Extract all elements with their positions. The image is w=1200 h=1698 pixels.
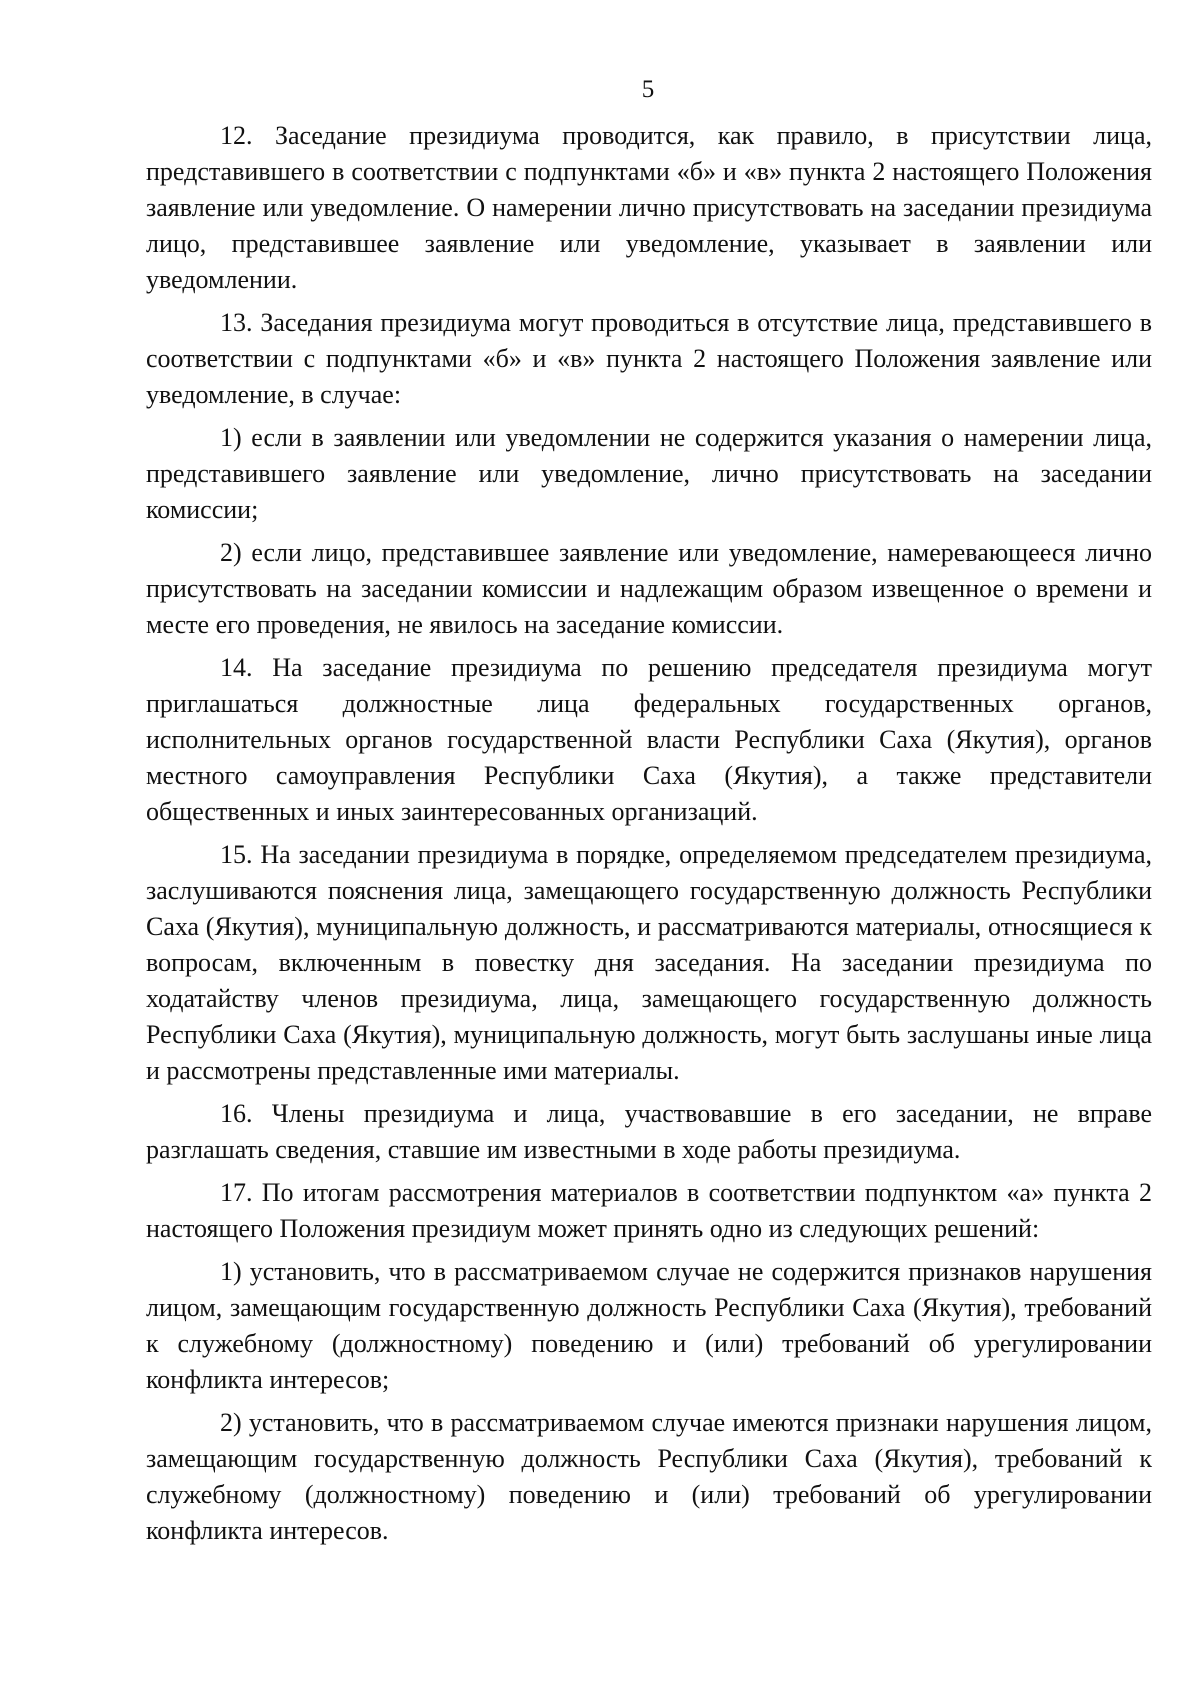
paragraph-15: 15. На заседании президиума в порядке, определяемом председателем президиума, заслушиваются пояснения лица, замещающего государственную должность Республики Саха (Якутия), муниципальную должность, и рассматриваются материалы, относящиеся к вопросам, включенным в повестку дня заседания. На заседании президиума по ходатайству членов президиума, лица, замещающего государственную должность Республики Саха (Якутия), муниципальную должность, могут быть заслушаны иные лица и рассмотрены представленные ими материалы. [146, 840, 1152, 1085]
paragraph-12: 12. Заседание президиума проводится, как правило, в присутствии лица, представившего в соответствии с подпунктами «б» и «в» пункта 2 настоящего Положения заявление или уведомление. О намерении лично присутствовать на заседании президиума лицо, представившее заявление или уведомление, указывает в заявлении или уведомлении. [146, 121, 1152, 294]
paragraph-17: 17. По итогам рассмотрения материалов в соответствии подпунктом «а» пункта 2 настоящего Положения президиум может принять одно из следующих решений: [146, 1178, 1152, 1243]
page-number: 5 [641, 76, 655, 103]
paragraph-14: 14. На заседание президиума по решению председателя президиума могут приглашаться должностные лица федеральных государственных органов, исполнительных органов государственной власти Республики Саха (Якутия), органов местного самоуправления Республики Саха (Якутия), а также представители общественных и иных заинтересованных организаций. [146, 653, 1152, 826]
paragraph-13-item-2: 2) если лицо, представившее заявление или уведомление, намеревающееся лично присутствовать на заседании комиссии и надлежащим образом извещенное о времени и месте его проведения, не явилось на заседание комиссии. [146, 538, 1152, 639]
document-body [146, 118, 1152, 1556]
paragraph-17-item-1: 1) установить, что в рассматриваемом случае не содержится признаков нарушения лицом, замещающим государственную должность Республики Саха (Якутия), требований к служебному (должностному) поведению и (или) требований об урегулировании конфликта интересов; [146, 1257, 1152, 1394]
paragraph-13-item-1: 1) если в заявлении или уведомлении не содержится указания о намерении лица, представившего заявление или уведомление, лично присутствовать на заседании комиссии; [146, 423, 1152, 524]
paragraph-16: 16. Члены президиума и лица, участвовавшие в его заседании, не вправе разглашать сведения, ставшие им известными в ходе работы президиума. [146, 1099, 1152, 1164]
paragraph-13: 13. Заседания президиума могут проводиться в отсутствие лица, представившего в соответствии с подпунктами «б» и «в» пункта 2 настоящего Положения заявление или уведомление, в случае: [146, 308, 1152, 409]
paragraph-17-item-2: 2) установить, что в рассматриваемом случае имеются признаки нарушения лицом, замещающим государственную должность Республики Саха (Якутия), требований к служебному (должностному) поведению и (или) требований об урегулировании конфликта интересов. [146, 1408, 1152, 1545]
